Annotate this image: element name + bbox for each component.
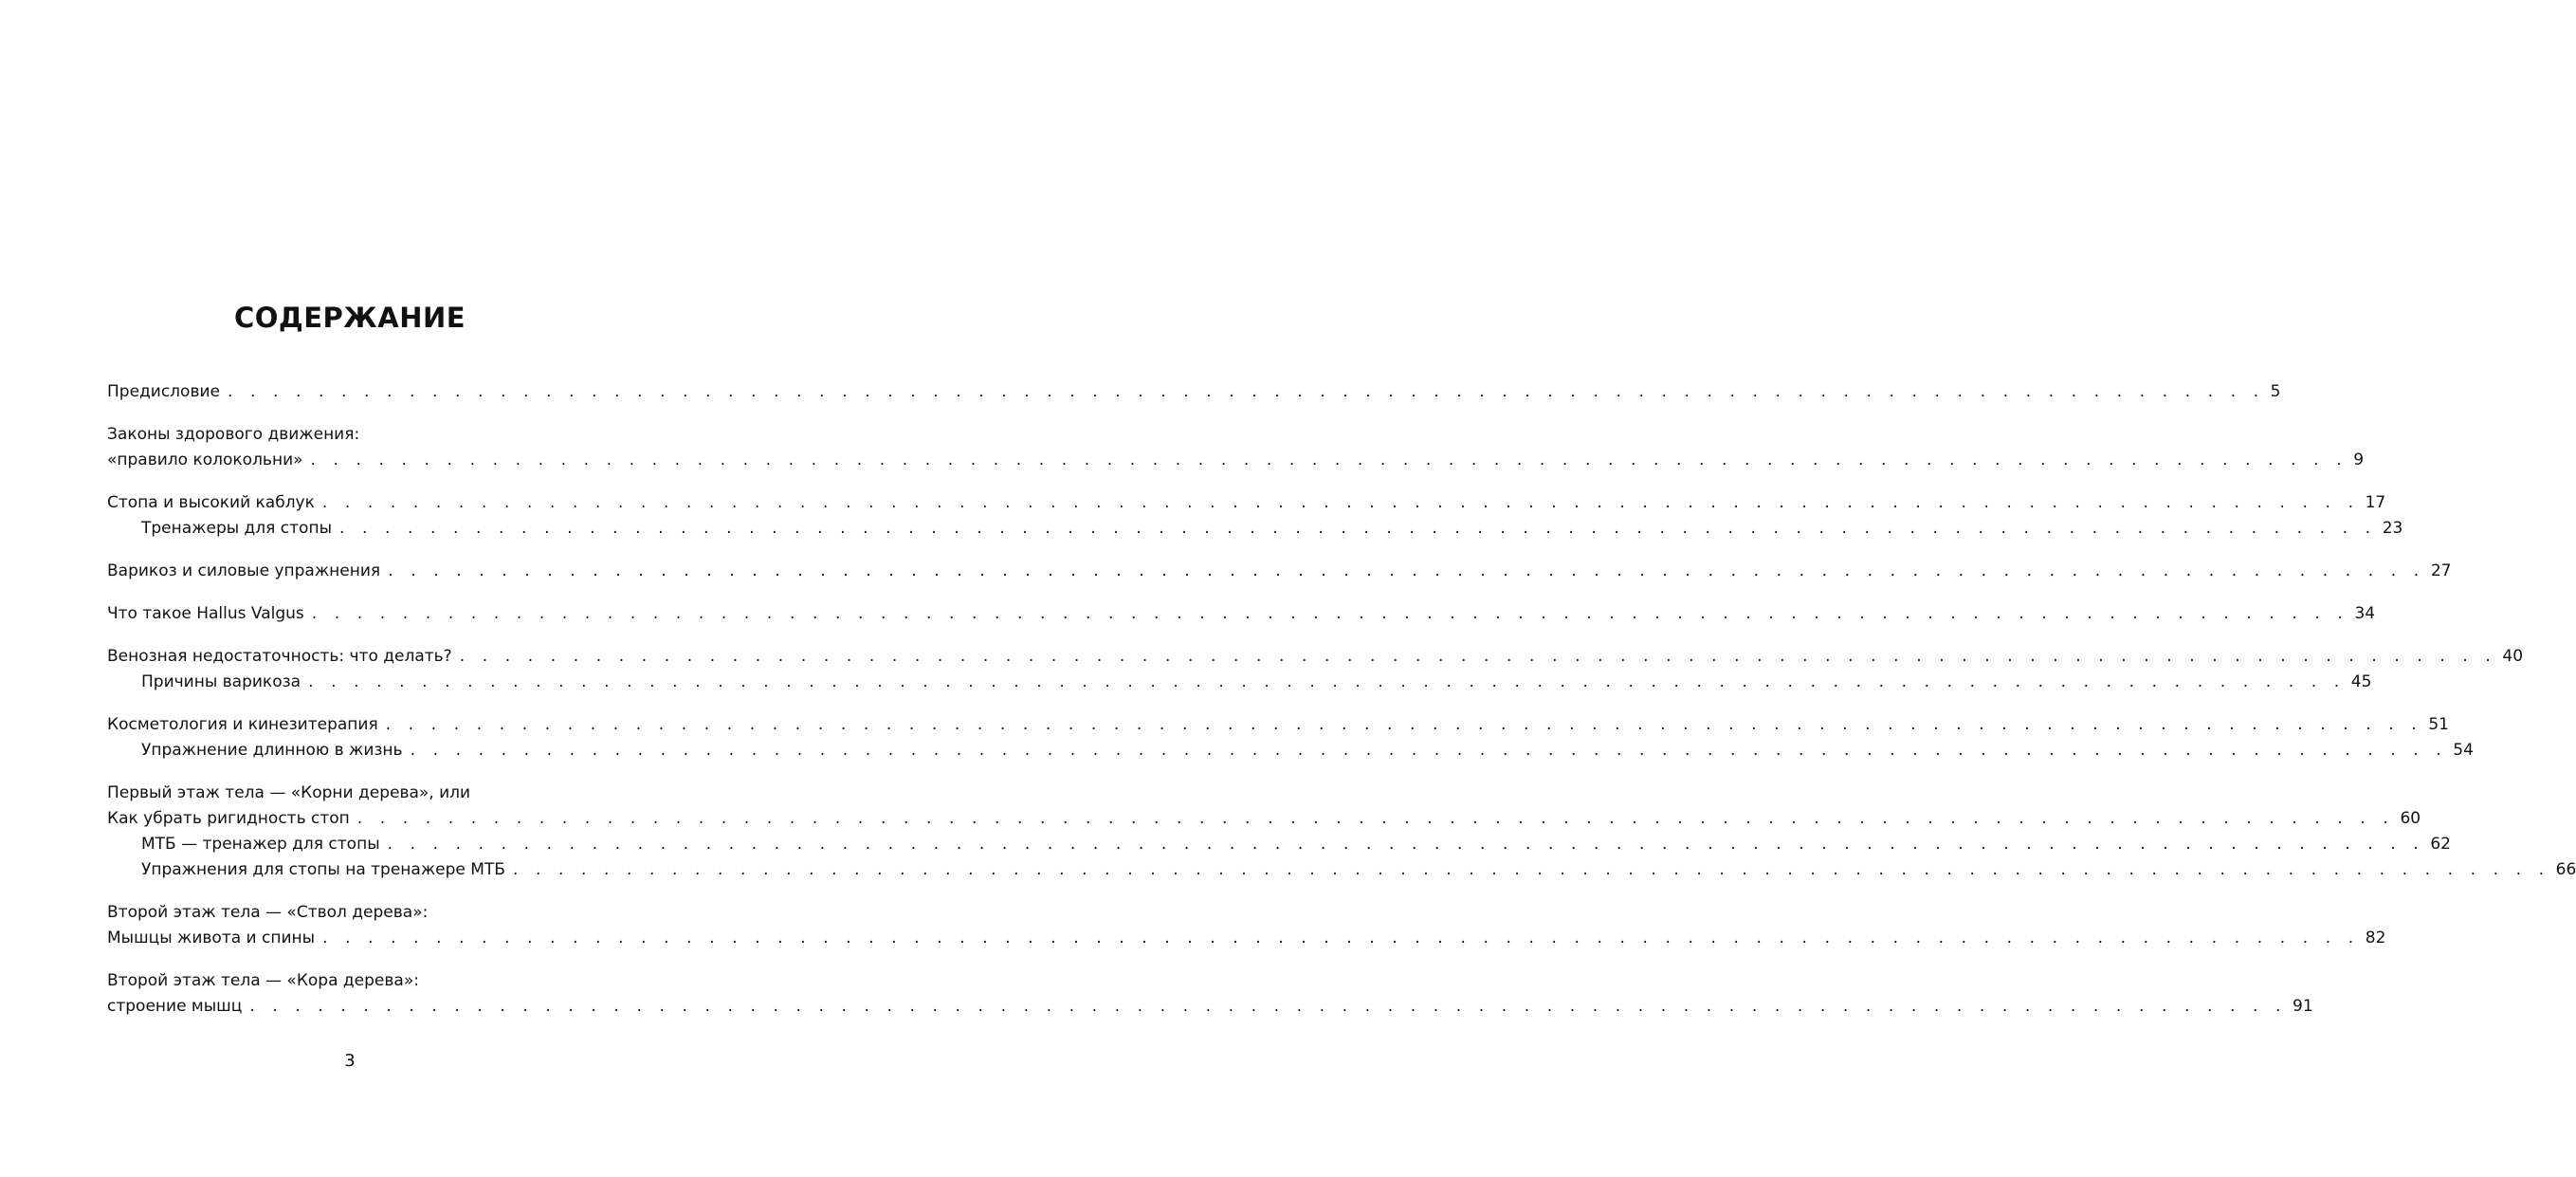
toc-subentry-line: [107, 857, 2576, 883]
toc-line: [107, 422, 594, 448]
toc-page-number: 54: [2453, 741, 2474, 760]
toc-page-number: 91: [2293, 997, 2313, 1016]
toc-entry-title: Варикоз и силовые упражнения: [107, 561, 381, 580]
toc-dot-leader: . . . . . . . . . . . . . . . . . . . . . . . . . . . . . . . . . . . . . . . . . . . . . . . . . . . . . . . . . . . . . . . . . . . . . . . . . . . . . . . . . . . . . . . . . .: [321, 493, 2360, 512]
toc-page-number: 82: [2365, 929, 2386, 947]
toc-entry-title: «правило колокольни»: [107, 451, 303, 469]
toc-dot-leader: . . . . . . . . . . . . . . . . . . . . . . . . . . . . . . . . . . . . . . . . . . . . . . . . . . . . . . . . . . . . . . . . . . . . . . . . . . . . . . . . . . . . . . . . . .: [227, 382, 2265, 401]
toc-subentry-line: [107, 738, 2474, 763]
toc-page-number: 9: [2353, 451, 2365, 469]
toc-entry: [107, 900, 2386, 951]
toc-line: [107, 712, 2449, 738]
toc-entry-title: Мышцы живота и спины: [107, 929, 316, 947]
toc-line: [107, 806, 2421, 832]
toc-line: [107, 490, 2386, 516]
toc-line: [107, 379, 2281, 405]
table-of-contents: [107, 379, 2576, 1037]
toc-dot-leader: . . . . . . . . . . . . . . . . . . . . . . . . . . . . . . . . . . . . . . . . . . . . . . . . . . . . . . . . . . . . . . . . . . . . . . . . . . . . . . . . . . . . . . . . . .: [322, 929, 2360, 947]
toc-entry: [107, 968, 2313, 1020]
toc-line: [107, 926, 2386, 951]
toc-line: [107, 601, 2376, 627]
toc-dot-leader: . . . . . . . . . . . . . . . . . . . . . . . . . . . . . . . . . . . . . . . . . . . . . . . . . . . . . . . . . . . . . . . . . . . . . . . . . . . . . . . . . . . . . . . . . .: [512, 860, 2550, 879]
toc-dot-leader: . . . . . . . . . . . . . . . . . . . . . . . . . . . . . . . . . . . . . . . . . . . . . . . . . . . . . . . . . . . . . . . . . . . . . . . . . . . . . . . . . . . . . . . . . .: [388, 561, 2425, 580]
toc-page-number: 5: [2270, 382, 2281, 401]
toc-entry-title: Косметология и кинезитерапия: [107, 715, 378, 734]
toc-dot-leader: . . . . . . . . . . . . . . . . . . . . . . . . . . . . . . . . . . . . . . . . . . . . . . . . . . . . . . . . . . . . . . . . . . . . . . . . . . . . . . . . . . . . . . . . . .: [311, 604, 2349, 623]
toc-entry-title: Тренажеры для стопы: [141, 519, 332, 538]
toc-entry-title: Второй этаж тела — «Ствол дерева»:: [107, 903, 429, 922]
toc-entry-title: МТБ — тренажер для стопы: [141, 835, 380, 854]
toc-subentry-line: [107, 832, 2451, 857]
toc-page-number: 40: [2502, 647, 2524, 666]
toc-dot-leader: . . . . . . . . . . . . . . . . . . . . . . . . . . . . . . . . . . . . . . . . . . . . . . . . . . . . . . . . . . . . . . . . . . . . . . . . . . . . . . . . . . . . . . . . . .: [308, 672, 2346, 691]
toc-dot-leader: . . . . . . . . . . . . . . . . . . . . . . . . . . . . . . . . . . . . . . . . . . . . . . . . . . . . . . . . . . . . . . . . . . . . . . . . . . . . . . . . . . . . . . . . . .: [310, 451, 2348, 469]
toc-line: [107, 644, 2524, 670]
toc-line: [107, 900, 594, 926]
toc-dot-leader: . . . . . . . . . . . . . . . . . . . . . . . . . . . . . . . . . . . . . . . . . . . . . . . . . . . . . . . . . . . . . . . . . . . . . . . . . . . . . . . . . . . . . . . . . .: [249, 997, 2287, 1016]
toc-entry-title: Причины варикоза: [141, 672, 301, 691]
toc-line: [107, 994, 2313, 1020]
toc-page-number: 23: [2382, 519, 2403, 538]
toc-page-number: 34: [2354, 604, 2376, 623]
toc-entry: [107, 379, 2281, 405]
toc-entry: [107, 422, 2365, 473]
toc-entry: [107, 712, 2474, 763]
toc-page-number: 66: [2555, 860, 2576, 879]
toc-entry-title: строение мышц: [107, 997, 243, 1016]
toc-line: [107, 968, 594, 994]
toc-dot-leader: . . . . . . . . . . . . . . . . . . . . . . . . . . . . . . . . . . . . . . . . . . . . . . . . . . . . . . . . . . . . . . . . . . . . . . . . . . . . . . . . . . . . . . . . . .: [459, 647, 2497, 666]
toc-page-number: 51: [2428, 715, 2449, 734]
toc-page-number: 17: [2365, 493, 2386, 512]
toc-entry-title: Венозная недостаточность: что делать?: [107, 647, 452, 666]
page-title: СОДЕРЖАНИЕ: [233, 302, 466, 334]
toc-page-number: 62: [2430, 835, 2451, 854]
toc-entry-title: Законы здорового движения:: [107, 425, 360, 444]
toc-entry: [107, 781, 2576, 883]
toc-dot-leader: . . . . . . . . . . . . . . . . . . . . . . . . . . . . . . . . . . . . . . . . . . . . . . . . . . . . . . . . . . . . . . . . . . . . . . . . . . . . . . . . . . . . . . . . . .: [385, 715, 2423, 734]
toc-entry-title: Упражнение длинною в жизнь: [141, 741, 403, 760]
toc-line: [107, 781, 594, 806]
toc-page-number: 45: [2350, 672, 2372, 691]
toc-dot-leader: . . . . . . . . . . . . . . . . . . . . . . . . . . . . . . . . . . . . . . . . . . . . . . . . . . . . . . . . . . . . . . . . . . . . . . . . . . . . . . . . . . . . . . . . . .: [339, 519, 2377, 538]
toc-entry-title: Первый этаж тела — «Корни дерева», или: [107, 783, 471, 802]
page-number: 3: [344, 1051, 356, 1071]
toc-line: [107, 448, 2365, 473]
toc-page-number: 27: [2430, 561, 2452, 580]
toc-entry: [107, 644, 2524, 695]
toc-dot-leader: . . . . . . . . . . . . . . . . . . . . . . . . . . . . . . . . . . . . . . . . . . . . . . . . . . . . . . . . . . . . . . . . . . . . . . . . . . . . . . . . . . . . . . . . . .: [410, 741, 2448, 760]
toc-entry: [107, 601, 2376, 627]
toc-entry: [107, 559, 2452, 584]
toc-entry-title: Упражнения для стопы на тренажере МТБ: [141, 860, 505, 879]
toc-subentry-line: [107, 516, 2403, 542]
toc-entry-title: Второй этаж тела — «Кора дерева»:: [107, 971, 419, 990]
toc-entry-title: Что такое Hallus Valgus: [107, 604, 304, 623]
toc-entry-title: Стопа и высокий каблук: [107, 493, 315, 512]
toc-entry: [107, 490, 2403, 542]
toc-dot-leader: . . . . . . . . . . . . . . . . . . . . . . . . . . . . . . . . . . . . . . . . . . . . . . . . . . . . . . . . . . . . . . . . . . . . . . . . . . . . . . . . . . . . . . . . . .: [387, 835, 2425, 854]
toc-line: [107, 559, 2452, 584]
toc-subentry-line: [107, 670, 2372, 695]
toc-dot-leader: . . . . . . . . . . . . . . . . . . . . . . . . . . . . . . . . . . . . . . . . . . . . . . . . . . . . . . . . . . . . . . . . . . . . . . . . . . . . . . . . . . . . . . . . . .: [356, 809, 2395, 828]
toc-entry-title: Как убрать ригидность стоп: [107, 809, 350, 828]
toc-entry-title: Предисловие: [107, 382, 220, 401]
toc-page-number: 60: [2400, 809, 2421, 828]
